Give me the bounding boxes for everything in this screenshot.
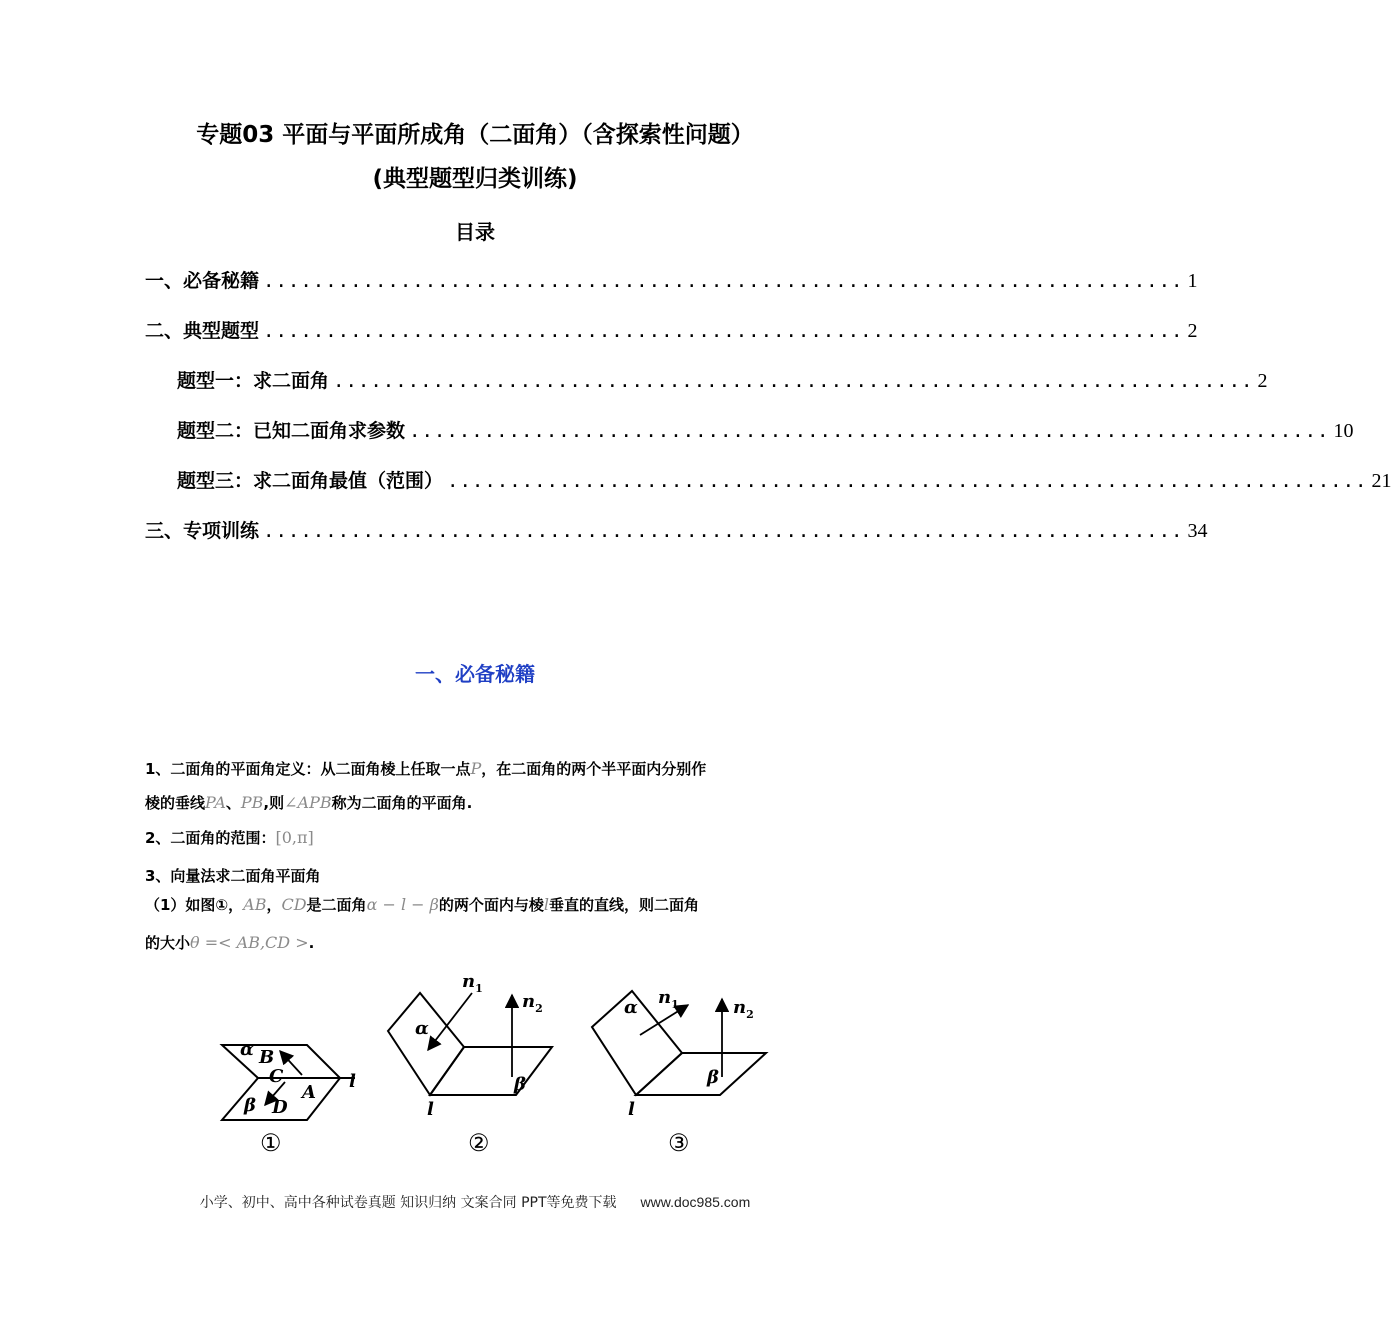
text-span: 称为二面角的平面角. [331, 794, 473, 812]
label-n1 [462, 971, 483, 995]
text-span: ，在二面角的两个半平面内分别作 [481, 760, 707, 778]
toc-item-label: 题型一：求二面角 [177, 370, 330, 392]
math-ab: AB [243, 895, 267, 914]
text-span: 1、二面角的平面角定义：从二面角棱上任取一点 [145, 760, 471, 778]
normal-n1-arrow [428, 993, 472, 1050]
text-span: 是二面角 [306, 896, 367, 914]
toc-heading: 目录 [455, 220, 495, 244]
plane-beta [430, 1047, 552, 1095]
math-theta-formula: θ =< AB,CD > [190, 933, 309, 952]
figure-description-line1 [145, 894, 699, 915]
label-n2-subscript: 2 [746, 1008, 754, 1021]
label-n1-letter: n [462, 971, 476, 992]
label-a: A [302, 1082, 316, 1103]
text-span: ,则 [263, 794, 285, 812]
label-l: l [427, 1099, 434, 1120]
label-beta: β [514, 1074, 526, 1095]
caption-2: ② [468, 1129, 490, 1157]
math-angle-apb: ∠APB [284, 793, 332, 812]
toc-item-section1[interactable] [145, 266, 1198, 293]
document-title-line2: (典型题型归类训练) [372, 166, 578, 192]
label-alpha: α [415, 1018, 429, 1039]
math-point-p: P [470, 759, 482, 778]
range-line [145, 827, 314, 848]
document-title-line1: 专题03 平面与平面所成角（二面角）（含探索性问题） [196, 122, 754, 148]
page-footer [0, 1192, 950, 1212]
toc-item-page: 2 [1257, 370, 1268, 392]
caption-1: ① [260, 1129, 282, 1157]
label-n2 [733, 997, 754, 1021]
text-span: 2、二面角的范围： [145, 829, 276, 847]
caption-3: ③ [668, 1129, 690, 1157]
text-span: ， [266, 896, 282, 914]
figure-2 [388, 971, 552, 1157]
label-b: B [259, 1047, 275, 1068]
label-n2-letter: n [522, 991, 536, 1012]
toc-leader-dots: .......................................................................... [409, 420, 1330, 442]
toc-item-type2[interactable] [177, 416, 1354, 443]
text-span: 3、向量法求二面角平面角 [145, 867, 321, 885]
dihedral-figures [210, 965, 790, 1165]
label-beta: β [244, 1095, 256, 1116]
math-pb: PB [240, 793, 264, 812]
toc-leader-dots: .......................................................................... [263, 520, 1184, 542]
label-n2 [522, 991, 543, 1015]
plane-alpha [388, 993, 464, 1095]
label-n1-subscript: 1 [671, 998, 679, 1011]
plane-beta [636, 1053, 766, 1095]
label-alpha: α [624, 997, 638, 1018]
toc-item-page: 10 [1333, 420, 1354, 442]
label-n1-letter: n [658, 987, 672, 1008]
label-n2-letter: n [733, 997, 747, 1018]
section-heading: 一、必备秘籍 [415, 662, 535, 686]
text-span: 棱的垂线 [145, 794, 206, 812]
toc-item-type3[interactable] [177, 466, 1392, 493]
toc-item-type1[interactable] [177, 366, 1268, 393]
toc-item-label: 一、必备秘籍 [145, 270, 260, 292]
label-c: C [269, 1066, 284, 1087]
text-span: 垂直的直线，则二面角 [549, 896, 700, 914]
text-span: 、 [225, 794, 241, 812]
toc-item-label: 三、专项训练 [145, 520, 260, 542]
label-alpha: α [240, 1039, 254, 1060]
text-span: （1）如图①， [145, 896, 244, 914]
toc-item-section3[interactable] [145, 516, 1208, 543]
definition-line2 [145, 792, 472, 813]
text-span: . [308, 934, 315, 952]
toc-leader-dots: .......................................................................... [263, 320, 1184, 342]
footer-text: 小学、初中、高中各种试卷真题 知识归纳 文案合同 PPT等免费下载 [199, 1195, 617, 1211]
toc-item-label: 题型二：已知二面角求参数 [177, 420, 406, 442]
toc-item-page: 34 [1187, 520, 1208, 542]
math-pa: PA [205, 793, 226, 812]
toc-item-label: 二、典型题型 [145, 320, 260, 342]
definition-line1 [145, 758, 706, 779]
label-n2-subscript: 2 [535, 1002, 543, 1015]
toc-leader-dots: .......................................................................... [447, 470, 1368, 492]
toc-item-section2[interactable] [145, 316, 1198, 343]
toc-item-page: 21 [1371, 470, 1392, 492]
text-span: 的大小 [145, 934, 191, 952]
figure-3 [592, 987, 766, 1157]
toc-leader-dots: .......................................................................... [333, 370, 1254, 392]
vector-method-line [145, 865, 320, 886]
label-n1-subscript: 1 [475, 982, 483, 995]
toc-item-label: 题型三：求二面角最值（范围） [177, 470, 444, 492]
footer-url[interactable]: www.doc985.com [640, 1194, 751, 1210]
toc-leader-dots: .......................................................................... [263, 270, 1184, 292]
label-n1 [658, 987, 679, 1011]
label-l: l [628, 1099, 635, 1120]
toc-item-page: 2 [1187, 320, 1198, 342]
label-beta: β [707, 1067, 719, 1088]
math-dihedral: α − l − β [366, 895, 439, 914]
figure-description-line2 [145, 932, 314, 953]
figure-1 [222, 1039, 356, 1157]
math-l: l [543, 895, 550, 914]
text-span: 的两个面内与棱 [438, 896, 544, 914]
math-range: [0,π] [275, 828, 314, 847]
label-l: l [349, 1071, 356, 1092]
label-d: D [272, 1097, 288, 1118]
toc-item-page: 1 [1187, 270, 1198, 292]
math-cd: CD [281, 895, 307, 914]
